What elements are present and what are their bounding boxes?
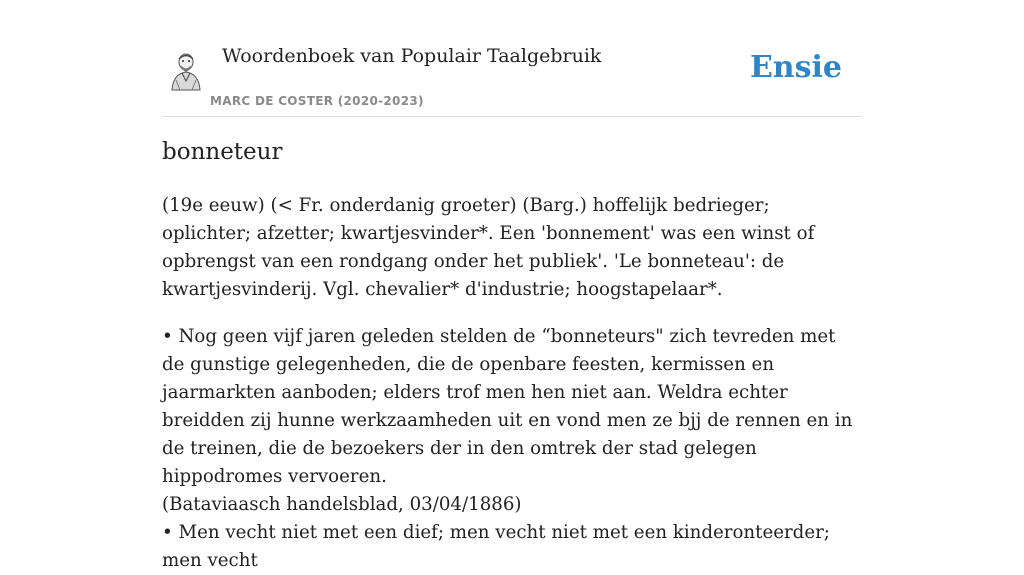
brand-logo[interactable]: Ensie <box>749 50 842 85</box>
site-title[interactable]: Woordenboek van Populair Taalgebruik <box>222 45 602 67</box>
quote-item <box>162 519 862 575</box>
author-byline: MARC DE COSTER (2020-2023) <box>210 94 424 108</box>
quote-item <box>162 323 862 519</box>
quote-source: (Bataviaasch handelsblad, 03/04/1886) <box>162 494 522 515</box>
quote-text: • Nog geen vijf jaren geleden stelden de “bonneteurs" zich tevreden met de gunstige gelegenheden, die de openbare feesten, kermissen en jaarmarkten aanboden; elders trof men hen niet aan. Weldra echter breidden zij hunne werkzaamheden uit en vond men ze bjj de rennen en in de treinen, die de bezoekers der in den omtrek der stad gelegen hippodromes vervoeren. <box>162 326 852 487</box>
entry-definition: (19e eeuw) (< Fr. onderdanig groeter) (Barg.) hoffelijk bedrieger; oplichter; afzetter; kwartjesvinder*. Een 'bonnement' was een winst of opbrengst van een rondgang onder het publiek'. 'Le bonneteau': de kwartjesvinderij. Vgl. chevalier* d'industrie; hoogstapelaar*. <box>162 195 815 300</box>
author-portrait-icon <box>168 50 204 90</box>
page <box>162 0 862 571</box>
site-header <box>162 0 862 117</box>
quote-text: • Men vecht niet met een dief; men vecht niet met een kinderonteerder; men vecht <box>162 522 830 571</box>
quote-list <box>162 323 862 575</box>
entry-title: bonneteur <box>162 139 283 165</box>
